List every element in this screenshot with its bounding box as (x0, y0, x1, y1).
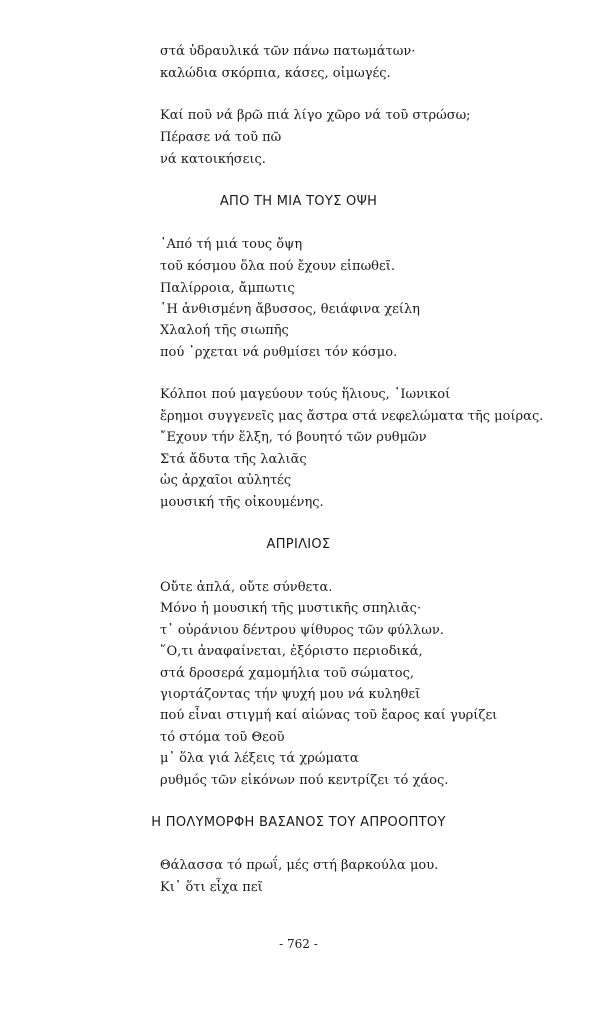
poem-line: στά ὑδραυλικά τῶν πάνω πατωμάτων· (160, 44, 416, 59)
poem-line: ρυθμός τῶν εἰκόνων πού κεντρίζει τό χάος. (160, 773, 449, 788)
poem-line: ἔρημοι συγγενεῖς μας ἄστρα στά νεφελώματα τῆς μοίρας. (160, 409, 544, 424)
poem-line: ᾿Από τή μιά τους ὄψη (160, 237, 303, 252)
poem-line: μουσική τῆς οἰκουμένης. (160, 495, 324, 510)
poem-title: ΑΠΡΙΛΙΟΣ (266, 537, 331, 552)
poem-line: Καί ποῦ νά βρῶ πιά λίγο χῶρο νά τοῦ στρώσω; (160, 108, 471, 123)
poem-line: τ᾿ οὐράνιου δέντρου ψίθυρος τῶν φύλλων. (160, 623, 444, 638)
poem-title: Η ΠΟΛΥΜΟΡΦΗ ΒΑΣΑΝΟΣ ΤΟΥ ΑΠΡΟΟΠΤΟΥ (151, 815, 446, 830)
poem-line: πού ᾿ρχεται νά ρυθμίσει τόν κόσμο. (160, 345, 398, 360)
poem-line: Κόλποι πού μαγεύουν τούς ἥλιους, ᾿Ιωνικοί (160, 387, 451, 402)
poem-line: ῾Η ἀνθισμένη ἄβυσσος, θειάφινα χείλη (160, 302, 420, 317)
poem-line: στά δροσερά χαμομήλια τοῦ σώματος, (160, 666, 415, 681)
poem-line: τοῦ κόσμου ὅλα πού ἔχουν εἰπωθεῖ. (160, 259, 395, 274)
poem-line: Πέρασε νά τοῦ πῶ (160, 130, 282, 145)
poem-line: Οὔτε ἁπλά, οὔτε σύνθετα. (160, 580, 333, 595)
poem-line: πού εἶναι στιγμή καί αἰώνας τοῦ ἔαρος καί γυρίζει (160, 708, 498, 723)
poem-line: Χλαλοή τῆς σιωπῆς (160, 323, 289, 338)
poem-line: μ᾿ ὅλα γιά λέξεις τά χρώματα (160, 751, 359, 766)
page-number: - 762 - (279, 937, 318, 951)
poem-line: Μόνο ἡ μουσική τῆς μυστικῆς σπηλιᾶς· (160, 601, 422, 616)
poem-line: ῞Ο,τι ἀναφαίνεται, ἐξόριστο περιοδικά, (160, 644, 423, 659)
poem-line: τό στόμα τοῦ Θεοῦ (160, 730, 285, 745)
poem-line: ῎Εχουν τήν ἕλξη, τό βουητό τῶν ρυθμῶν (160, 430, 427, 445)
poem-line: νά κατοικήσεις. (160, 152, 266, 167)
poem-line: Παλίρροια, ἄμπωτις (160, 281, 295, 296)
poem-line: Κι᾿ ὅτι εἶχα πεῖ (160, 880, 263, 895)
poem-line: γιορτάζοντας τήν ψυχή μου νά κυληθεῖ (160, 687, 421, 702)
poem-line: καλώδια σκόρπια, κάσες, οἰμωγές. (160, 66, 391, 81)
poem-line: Στά ἄδυτα τῆς λαλιᾶς (160, 452, 307, 467)
poem-line: Θάλασσα τό πρωΐ, μές στή βαρκούλα μου. (160, 858, 439, 873)
poem-title: ΑΠΟ ΤΗ ΜΙΑ ΤΟΥΣ ΟΨΗ (219, 194, 378, 209)
poem-line: ὡς ἀρχαῖοι αὐλητές (160, 473, 292, 488)
